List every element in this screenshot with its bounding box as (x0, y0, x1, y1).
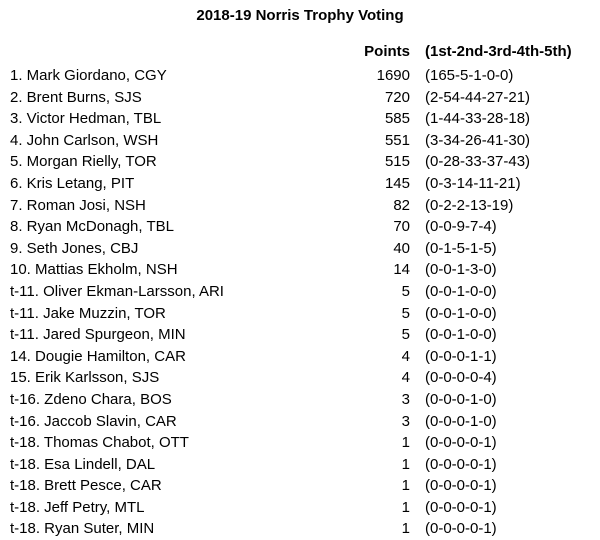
points-value: 5 (401, 304, 410, 322)
vote-breakdown: (0-2-2-13-19) (425, 196, 514, 214)
player-name: t-18. Ryan Suter, MIN (10, 520, 155, 538)
voting-results-list (0, 65, 600, 540)
points-value: 1 (401, 455, 410, 473)
player-name: 10. Mattias Ekholm, NSH (10, 261, 178, 279)
player-name: 8. Ryan McDonagh, TBL (10, 218, 174, 236)
table-row (0, 432, 600, 454)
player-name: 2. Brent Burns, SJS (10, 88, 142, 106)
vote-breakdown: (165-5-1-0-0) (425, 67, 514, 84)
player-name: t-11. Oliver Ekman-Larsson, ARI (10, 282, 224, 300)
table-row (0, 151, 600, 173)
player-name: t-18. Esa Lindell, DAL (10, 455, 156, 473)
table-row (0, 346, 600, 368)
table-row (0, 497, 600, 519)
points-value: 1690 (376, 67, 410, 84)
player-name: t-18. Thomas Chabot, OTT (10, 434, 189, 452)
points-value: 3 (401, 412, 410, 430)
table-row (0, 518, 600, 540)
vote-breakdown: (0-0-0-0-1) (425, 477, 497, 495)
table-row (0, 216, 600, 238)
table-row (0, 238, 600, 260)
vote-breakdown: (0-28-33-37-43) (425, 153, 531, 171)
table-row (0, 324, 600, 346)
player-name: 9. Seth Jones, CBJ (10, 239, 139, 257)
points-value: 40 (393, 239, 410, 257)
player-name: 3. Victor Hedman, TBL (10, 110, 162, 128)
vote-breakdown: (0-0-1-3-0) (425, 261, 497, 279)
table-row (0, 389, 600, 411)
table-row (0, 195, 600, 217)
table-row (0, 411, 600, 433)
vote-breakdown: (0-0-1-0-0) (425, 282, 497, 300)
player-name: t-18. Jeff Petry, MTL (10, 498, 145, 516)
player-name: 15. Erik Karlsson, SJS (10, 369, 160, 387)
vote-breakdown: (0-0-1-0-0) (425, 326, 497, 344)
player-name: 1. Mark Giordano, CGY (10, 67, 167, 84)
points-value: 1 (401, 434, 410, 452)
vote-breakdown: (0-3-14-11-21) (425, 174, 521, 192)
player-name: t-16. Zdeno Chara, BOS (10, 390, 172, 408)
player-name: 6. Kris Letang, PIT (10, 174, 135, 192)
points-value: 70 (393, 218, 410, 236)
table-row (0, 367, 600, 389)
breakdown-column-header: (1st-2nd-3rd-4th-5th) (425, 43, 572, 60)
points-value: 145 (384, 174, 410, 192)
vote-breakdown: (0-0-0-0-1) (425, 455, 497, 473)
table-row (0, 259, 600, 281)
player-name: t-11. Jake Muzzin, TOR (10, 304, 166, 322)
points-value: 4 (401, 347, 410, 365)
points-value: 1 (401, 520, 410, 538)
points-value: 1 (401, 498, 410, 516)
player-name: t-11. Jared Spurgeon, MIN (10, 326, 186, 344)
points-value: 1 (401, 477, 410, 495)
points-value: 551 (384, 131, 410, 149)
table-row (0, 87, 600, 109)
table-row (0, 281, 600, 303)
vote-breakdown: (3-34-26-41-30) (425, 131, 531, 149)
points-value: 4 (401, 369, 410, 387)
points-value: 585 (384, 110, 410, 128)
table-row (0, 65, 600, 87)
vote-breakdown: (0-1-5-1-5) (425, 239, 497, 257)
table-row (0, 130, 600, 152)
vote-breakdown: (0-0-0-0-4) (425, 369, 497, 387)
points-column-header: Points (364, 43, 410, 60)
player-name: t-16. Jaccob Slavin, CAR (10, 412, 177, 430)
vote-breakdown: (0-0-0-0-1) (425, 520, 497, 538)
player-name: 7. Roman Josi, NSH (10, 196, 146, 214)
table-row (0, 303, 600, 325)
points-value: 5 (401, 326, 410, 344)
vote-breakdown: (0-0-1-0-0) (425, 304, 497, 322)
table-row (0, 173, 600, 195)
vote-breakdown: (0-0-0-0-1) (425, 498, 497, 516)
vote-breakdown: (0-0-0-1-1) (425, 347, 497, 365)
player-name: 5. Morgan Rielly, TOR (10, 153, 157, 171)
vote-breakdown: (0-0-9-7-4) (425, 218, 497, 236)
points-value: 720 (384, 88, 410, 106)
player-name: 4. John Carlson, WSH (10, 131, 159, 149)
points-value: 82 (393, 196, 410, 214)
points-value: 14 (393, 261, 410, 279)
points-value: 3 (401, 390, 410, 408)
player-name: 14. Dougie Hamilton, CAR (10, 347, 186, 365)
vote-breakdown: (2-54-44-27-21) (425, 88, 531, 106)
points-value: 5 (401, 282, 410, 300)
player-name: t-18. Brett Pesce, CAR (10, 477, 162, 495)
page-title: 2018-19 Norris Trophy Voting (196, 7, 404, 24)
table-row (0, 454, 600, 476)
vote-breakdown: (0-0-0-1-0) (425, 390, 497, 408)
points-value: 515 (384, 153, 410, 171)
table-row (0, 475, 600, 497)
vote-breakdown: (0-0-0-1-0) (425, 412, 497, 430)
table-row (0, 108, 600, 130)
vote-breakdown: (1-44-33-28-18) (425, 110, 531, 128)
vote-breakdown: (0-0-0-0-1) (425, 434, 497, 452)
